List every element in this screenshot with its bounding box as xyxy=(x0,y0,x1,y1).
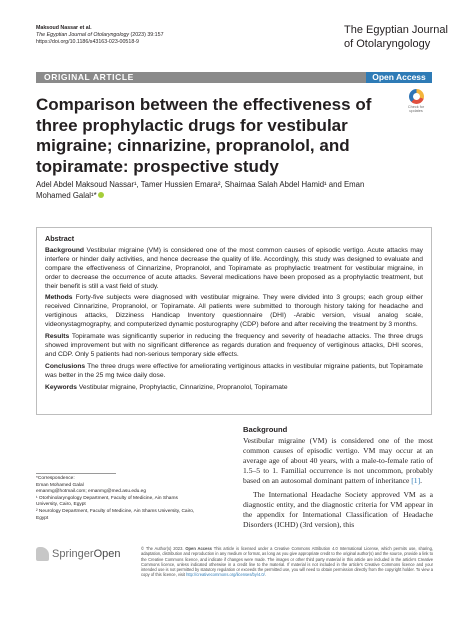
springer-open-wordmark xyxy=(52,548,121,560)
correspondence-line: Eman Mohamed Galal xyxy=(36,482,84,488)
section-label: Results xyxy=(45,333,70,341)
abstract-heading: Abstract xyxy=(45,234,75,243)
author-list xyxy=(36,179,376,201)
author-names: Adel Abdel Maksoud Nassar¹, Tamer Hussien Emara², Shaimaa Salah Abdel Hamid¹ and Eman Mohamed Galal¹* xyxy=(36,180,365,200)
running-header xyxy=(36,25,164,47)
springer-horse-icon xyxy=(36,547,49,561)
section-text: Forty-five subjects were diagnosed with vestibular migraine. They were divided into 3 groups; each group either received Cinnarizine, Propranolol, or Topiramate. All patients were submitted to thorough history taking for headache and vertiginous attacks, Dizziness Handicap Inventory questionnaire (DHI) -Arabic version, visual analog scale, videonystagmography, and computerized dynamic posturography (CDP) before and after receiving the treatment by 3 months. xyxy=(45,294,423,329)
header-doi[interactable]: https://doi.org/10.1186/s43163-023-00518-9 xyxy=(36,39,139,46)
section-text: The three drugs were effective for ameliorating vertiginous attacks in vestibular migraine patients, but Topiramate was better in the 25 mg twice daily dose. xyxy=(45,362,423,379)
body-text-column xyxy=(243,425,433,535)
correspondence-line: Egypt xyxy=(36,515,49,521)
paragraph-text: Vestibular migraine (VM) is considered one of the most common causes of episodic vertigo. VM may occur at an average age of about 40 years, with a male-to-female ratio of 1.5–5 to 1. Familial occurrence is not uncommon, probably based on an autosomal dominant pattern of inheritance xyxy=(243,435,433,485)
orcid-icon[interactable] xyxy=(98,192,104,198)
license-link[interactable]: http://creativecommons.org/licenses/by/4.0/ xyxy=(186,572,265,578)
background-heading: Background xyxy=(243,425,288,434)
article-title: Comparison between the effectiveness of three prophylactic drugs for vestibular migraine; cinnarizine, propranolol, and topiramate: prospective study xyxy=(36,95,372,176)
license-body: This article is licensed under a Creative Commons Attribution 4.0 International License, which permits use, sharing, adaptation, distribution and reproduction in any medium or format, as long as you give appropriate credit to the original author(s) and the source, provide a link to the Creative Commons licence, and indicate if changes were made. The images or other third party material in this article are included in the article's Creative Commons licence, unless indicated otherwise in a credit line to the material. If material is not included in the article's Creative Commons licence and your intended use is not permitted by statutory regulation or exceeds the permitted use, you will need to obtain permission directly from the copyright holder. To view a copy of this licence, visit xyxy=(141,546,433,578)
license-text xyxy=(141,546,433,578)
citation-link[interactable]: [1] xyxy=(411,475,421,485)
crossmark-icon xyxy=(409,89,424,104)
springer-word: Springer xyxy=(52,548,94,560)
correspondence-email[interactable]: emanmg@hotmail.com; emanmg@med.asu.edu.eg xyxy=(36,489,146,495)
section-label: Keywords xyxy=(45,383,77,391)
license-copyright: © The Author(s) 2023. xyxy=(141,546,186,551)
abstract-keywords xyxy=(45,384,423,393)
section-text: Vestibular migraine, Prophylactic, Cinnarizine, Propranolol, Topiramate xyxy=(78,383,288,391)
section-text: Topiramate was significantly superior in reducing the frequency and severity of headache attacks. The three drugs showed improvement but with no significant difference as regards duration and frequency of vertiginous attacks, DHI scores, and CDP. Only 5 patients had non-serious temporary side effects. xyxy=(45,333,423,358)
header-journal: The Egyptian Journal of Otolaryngology xyxy=(36,32,130,39)
correspondence-line: ¹ Otorhinolaryngology Department, Faculty of Medicine, Ain Shams xyxy=(36,495,178,501)
journal-name: The Egyptian Journal of Otolaryngology xyxy=(344,24,448,50)
paragraph-text: . xyxy=(420,475,423,485)
abstract-results xyxy=(45,333,423,360)
body-paragraph xyxy=(243,436,433,486)
section-label: Conclusions xyxy=(45,362,86,370)
correspondence-line: University, Cairo, Egypt xyxy=(36,502,86,508)
body-paragraph: The International Headache Society approved VM as a diagnostic entity, and the diagnostic criteria for VM appear in the appendix for International Classification of Headache Disorders (ICHD) (3rd version), this xyxy=(243,490,433,530)
check-for-updates-button[interactable] xyxy=(405,89,427,114)
check-for-updates-label: Check for updates xyxy=(407,105,425,114)
header-year-volume: (2023) 39:157 xyxy=(130,32,164,39)
section-text: Vestibular migraine (VM) is considered one of the most common causes of episodic vertigo. Acute attacks may interfere or hinder daily activities, and hence decrease the quality of life. Accordingly, this study was designed to evaluate and compare the effectiveness of Cinnarizine, Propranolol, and Topiramate as prophylactic treatment for vestibular migraine, in order to decrease the occurrence of acute attacks. Several medications have been proposed as a prophylactic treatment, but their benefit is still a vast field of study. xyxy=(45,246,424,290)
section-label: Methods xyxy=(45,294,73,302)
abstract-methods xyxy=(45,294,423,330)
section-label: Background xyxy=(45,246,85,254)
abstract-background xyxy=(45,247,423,292)
correspondence-line: ² Neurology Department, Faculty of Medicine, Ain Shams University, Cairo, xyxy=(36,508,195,514)
header-authors: Maksoud Nassar et al. xyxy=(36,25,92,31)
abstract-box xyxy=(36,227,432,415)
open-word: Open xyxy=(93,548,121,560)
correspondence-block xyxy=(36,476,236,522)
footnote-divider xyxy=(36,473,116,474)
article-type-label: ORIGINAL ARTICLE xyxy=(44,72,134,82)
springer-open-logo xyxy=(36,546,121,562)
license-open-access: Open Access xyxy=(185,546,212,551)
open-access-badge: Open Access xyxy=(366,72,432,83)
license-end: . xyxy=(264,572,266,578)
correspondence-line: *Correspondence: xyxy=(36,476,75,481)
abstract-conclusions xyxy=(45,363,423,381)
